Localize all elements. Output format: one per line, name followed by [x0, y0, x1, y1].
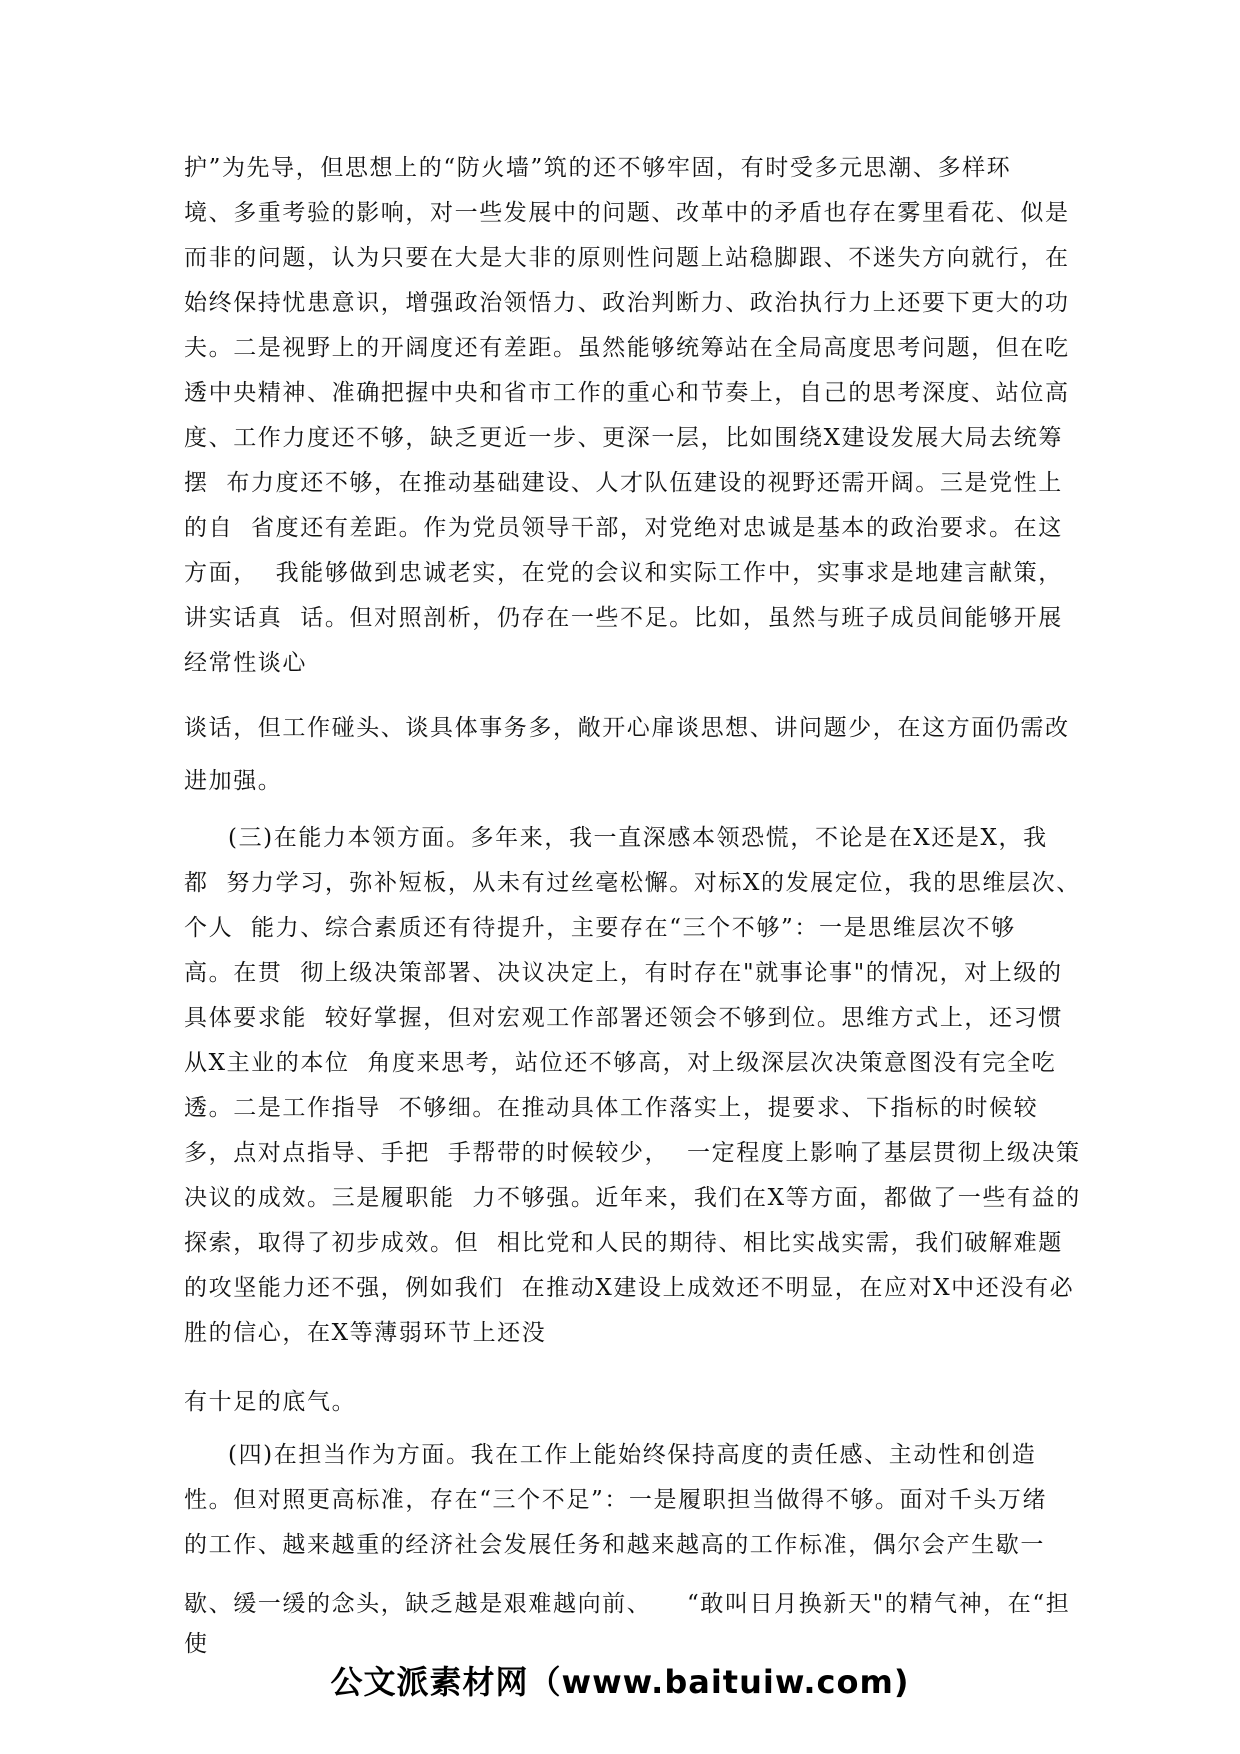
- text-line: 护”为先导，但思想上的“防火墙”筑的还不够牢固，有时受多元思潮、多样环: [184, 155, 1012, 181]
- text-line: 度、工作力度还不够，缺乏更近一步、更深一层，比如围绕X建设发展大局去统筹: [184, 425, 1063, 451]
- footer-watermark: 公文派素材网（www.baituiw.com): [330, 1663, 910, 1701]
- text-line: 透。二是工作指导 不够细。在推动具体工作落实上，提要求、下指标的时候较: [184, 1095, 1039, 1121]
- text-line: 从X主业的本位 角度来思考，站位还不够高，对上级深层次决策意图没有完全吃: [184, 1050, 1057, 1076]
- text-line: 多，点对点指导、手把 手帮带的时候较少， 一定程度上影响了基层贯彻上级决策: [184, 1140, 1081, 1166]
- text-line: 讲实话真 话。但对照剖析，仍存在一些不足。比如，虽然与班子成员间能够开展: [184, 605, 1063, 631]
- text-line: 有十足的底气。: [184, 1389, 357, 1415]
- text-line: 摆 布力度还不够，在推动基础建设、人才队伍建设的视野还需开阔。三是党性上: [184, 470, 1063, 496]
- text-line: 个人 能力、综合素质还有待提升，主要存在“三个不够”：一是思维层次不够: [184, 915, 1016, 941]
- text-line: 进加强。: [184, 768, 283, 794]
- text-line: 谈话，但工作碰头、谈具体事务多，敞开心扉谈思想、讲问题少，在这方面仍需改: [184, 715, 1070, 741]
- text-line: 的自 省度还有差距。作为党员领导干部，对党绝对忠诚是基本的政治要求。在这: [184, 515, 1063, 541]
- paragraph-heading: (三)在能力本领方面。多年来，我一直深感本领恐慌，不论是在X还是X，我: [228, 825, 1048, 851]
- text-line: 夫。二是视野上的开阔度还有差距。虽然能够统筹站在全局高度思考问题，但在吃: [184, 335, 1070, 361]
- text-line: 胜的信心，在X等薄弱环节上还没: [184, 1320, 547, 1346]
- text-line: 始终保持忧患意识，增强政治领悟力、政治判断力、政治执行力上还要下更大的功: [184, 290, 1070, 316]
- paragraph-heading: (四)在担当作为方面。我在工作上能始终保持高度的责任感、主动性和创造: [228, 1442, 1037, 1468]
- text-line: 使: [184, 1631, 209, 1657]
- text-line: 都 努力学习，弥补短板，从未有过丝毫松懈。对标X的发展定位，我的思维层次、: [184, 870, 1081, 896]
- text-line: 性。但对照更高标准，存在“三个不足”：一是履职担当做得不够。面对千头万绪: [184, 1487, 1048, 1513]
- text-line: 而非的问题，认为只要在大是大非的原则性问题上站稳脚跟、不迷失方向就行，在: [184, 245, 1070, 271]
- text-line: 具体要求能 较好掌握，但对宏观工作部署还领会不够到位。思维方式上，还习惯: [184, 1005, 1063, 1031]
- text-line: 的工作、越来越重的经济社会发展任务和越来越高的工作标准，偶尔会产生歇一: [184, 1532, 1045, 1558]
- text-line: 决议的成效。三是履职能 力不够强。近年来，我们在X等方面，都做了一些有益的: [184, 1185, 1081, 1211]
- text-line: 经常性谈心: [184, 650, 307, 676]
- text-line: 歇、缓一缓的念头，缺乏越是艰难越向前、 “敢叫日月换新天"的精气神，在“担: [184, 1591, 1071, 1617]
- text-line: 方面， 我能够做到忠诚老实，在党的会议和实际工作中，实事求是地建言献策，: [184, 560, 1063, 586]
- text-line: 的攻坚能力还不强，例如我们 在推动X建设上成效还不明显，在应对X中还没有必: [184, 1275, 1075, 1301]
- text-line: 境、多重考验的影响，对一些发展中的问题、改革中的矛盾也存在雾里看花、似是: [184, 200, 1070, 226]
- text-line: 高。在贯 彻上级决策部署、决议决定上，有时存在"就事论事"的情况，对上级的: [184, 960, 1063, 986]
- text-line: 探索，取得了初步成效。但 相比党和人民的期待、相比实战实需，我们破解难题: [184, 1230, 1063, 1256]
- text-line: 透中央精神、准确把握中央和省市工作的重心和节奏上，自己的思考深度、站位高: [184, 380, 1070, 406]
